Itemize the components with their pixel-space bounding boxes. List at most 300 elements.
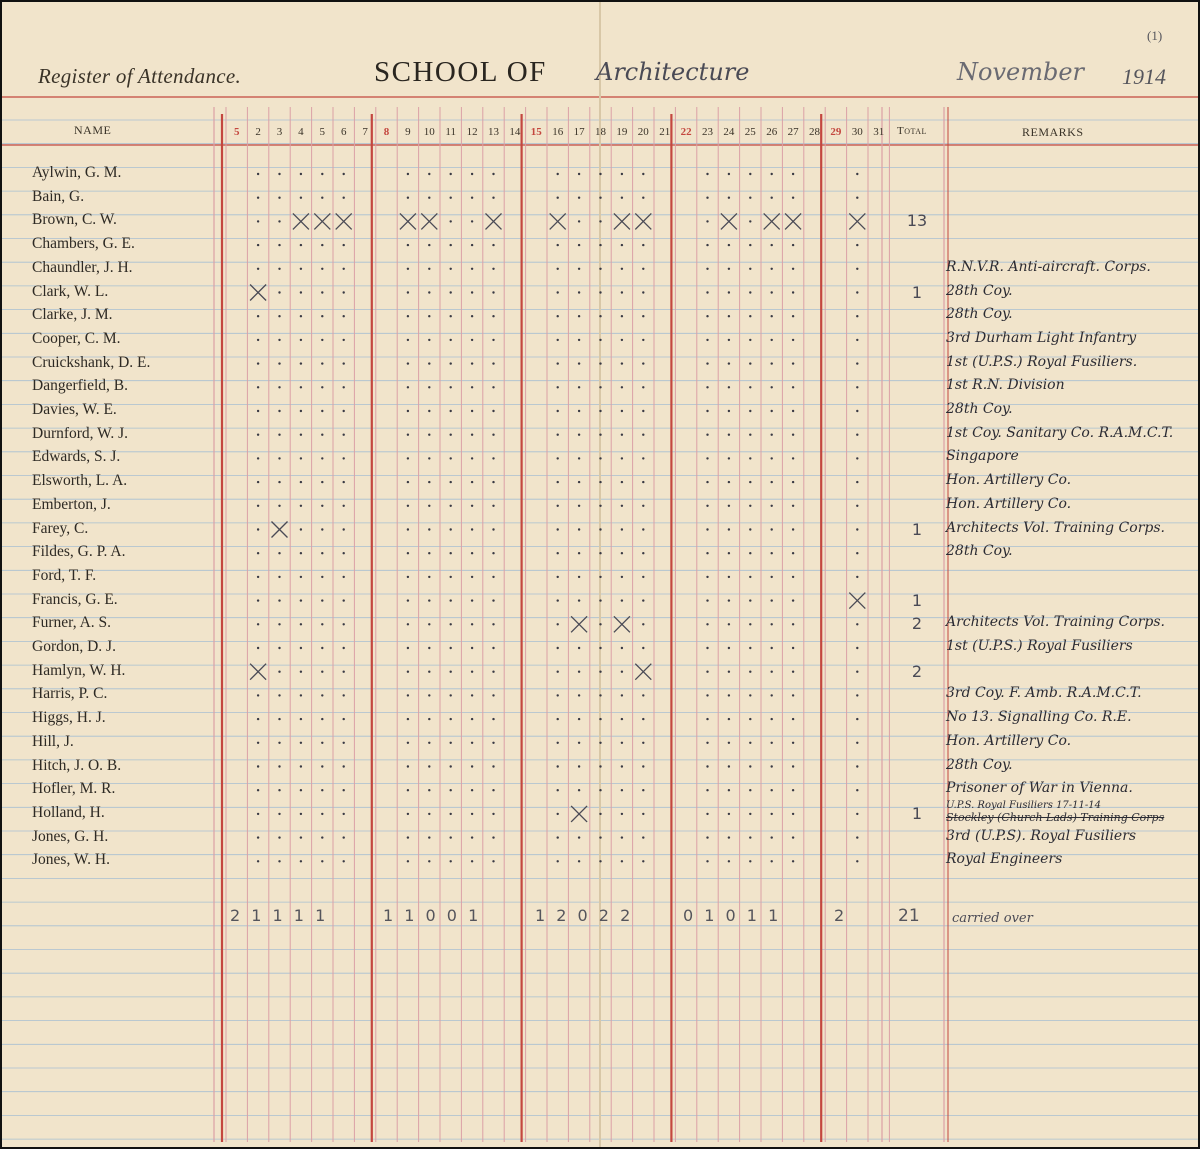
presence-dot: [321, 434, 323, 436]
presence-dot: [450, 291, 452, 293]
presence-dot: [749, 434, 751, 436]
presence-dot: [621, 434, 623, 436]
presence-dot: [557, 505, 559, 507]
presence-dot: [599, 505, 601, 507]
day-number: 13: [488, 126, 499, 138]
presence-dot: [471, 220, 473, 222]
presence-dot: [706, 576, 708, 578]
presence-dot: [343, 457, 345, 459]
presence-dot: [749, 291, 751, 293]
presence-dot: [557, 197, 559, 199]
presence-dot: [792, 836, 794, 838]
presence-dot: [428, 505, 430, 507]
presence-dot: [557, 765, 559, 767]
presence-dot: [321, 860, 323, 862]
presence-dot: [856, 694, 858, 696]
student-remark: Hon. Artillery Co.: [946, 495, 1072, 512]
presence-dot: [792, 244, 794, 246]
presence-dot: [578, 481, 580, 483]
presence-dot: [557, 244, 559, 246]
presence-dot: [300, 244, 302, 246]
presence-dot: [407, 836, 409, 838]
presence-dot: [278, 362, 280, 364]
presence-dot: [557, 647, 559, 649]
presence-dot: [343, 789, 345, 791]
absence-cross: [635, 664, 651, 680]
absence-cross: [635, 213, 651, 229]
presence-dot: [728, 647, 730, 649]
absence-cross: [486, 213, 502, 229]
day-number: 19: [616, 126, 628, 138]
absence-cross: [849, 593, 865, 609]
presence-dot: [407, 528, 409, 530]
presence-dot: [343, 742, 345, 744]
presence-dot: [343, 552, 345, 554]
week1-totals: 2 1 1 1 1: [230, 906, 329, 925]
presence-dot: [621, 244, 623, 246]
presence-dot: [343, 765, 345, 767]
presence-dot: [471, 742, 473, 744]
student-remark: 3rd (U.P.S). Royal Fusiliers: [946, 827, 1137, 844]
presence-dot: [557, 742, 559, 744]
presence-dot: [343, 505, 345, 507]
presence-dot: [407, 244, 409, 246]
presence-dot: [557, 481, 559, 483]
day-number: 9: [405, 126, 411, 138]
absence-cross: [250, 664, 266, 680]
presence-dot: [728, 694, 730, 696]
presence-dot: [749, 576, 751, 578]
presence-dot: [578, 694, 580, 696]
presence-dot: [450, 813, 452, 815]
day-number: 4: [298, 126, 304, 138]
presence-dot: [706, 765, 708, 767]
student-name: Higgs, H. J.: [32, 709, 106, 727]
presence-dot: [471, 694, 473, 696]
presence-dot: [792, 505, 794, 507]
presence-dot: [578, 244, 580, 246]
presence-dot: [728, 481, 730, 483]
day-number: 10: [423, 126, 435, 138]
presence-dot: [792, 481, 794, 483]
presence-dot: [621, 765, 623, 767]
day-number: 5: [233, 126, 240, 138]
presence-dot: [492, 742, 494, 744]
absence-cross: [571, 616, 587, 632]
presence-dot: [578, 576, 580, 578]
presence-dot: [728, 505, 730, 507]
presence-dot: [257, 197, 259, 199]
presence-dot: [706, 552, 708, 554]
presence-dot: [407, 481, 409, 483]
register-title: Register of Attendance.: [38, 64, 242, 88]
student-name: Dangerfield, B.: [32, 377, 128, 395]
presence-dot: [642, 268, 644, 270]
presence-dot: [471, 671, 473, 673]
presence-dot: [599, 362, 601, 364]
presence-dot: [642, 410, 644, 412]
student-remark: No 13. Signalling Co. R.E.: [946, 709, 1132, 726]
presence-dot: [749, 836, 751, 838]
presence-dot: [492, 481, 494, 483]
absence-cross: [614, 213, 630, 229]
presence-dot: [492, 671, 494, 673]
presence-dot: [749, 765, 751, 767]
presence-dot: [557, 268, 559, 270]
presence-dot: [792, 291, 794, 293]
presence-dot: [407, 173, 409, 175]
presence-dot: [792, 623, 794, 625]
presence-dot: [557, 836, 559, 838]
presence-dot: [300, 505, 302, 507]
presence-dot: [578, 647, 580, 649]
presence-dot: [642, 599, 644, 601]
student-remark: 1st (U.P.S.) Royal Fusiliers.: [946, 353, 1138, 370]
presence-dot: [428, 694, 430, 696]
presence-dot: [343, 576, 345, 578]
row-total: 2: [911, 661, 923, 681]
presence-dot: [321, 173, 323, 175]
presence-dot: [706, 742, 708, 744]
presence-dot: [278, 623, 280, 625]
presence-dot: [321, 647, 323, 649]
presence-dot: [728, 457, 730, 459]
presence-dot: [257, 528, 259, 530]
presence-dot: [343, 528, 345, 530]
student-name: Aylwin, G. M.: [32, 164, 122, 181]
presence-dot: [450, 505, 452, 507]
day-number: 2: [255, 126, 261, 138]
presence-dot: [300, 291, 302, 293]
presence-dot: [621, 671, 623, 673]
presence-dot: [450, 173, 452, 175]
student-name: Hitch, J. O. B.: [32, 756, 122, 774]
presence-dot: [706, 362, 708, 364]
absence-cross: [764, 213, 780, 229]
presence-dot: [450, 718, 452, 720]
presence-dot: [642, 173, 644, 175]
presence-dot: [706, 836, 708, 838]
presence-dot: [300, 362, 302, 364]
presence-dot: [771, 552, 773, 554]
presence-dot: [642, 434, 644, 436]
presence-dot: [257, 836, 259, 838]
presence-dot: [321, 197, 323, 199]
presence-dot: [621, 552, 623, 554]
presence-dot: [728, 552, 730, 554]
presence-dot: [642, 576, 644, 578]
day-number: 11: [445, 126, 456, 138]
presence-dot: [407, 268, 409, 270]
presence-dot: [407, 789, 409, 791]
presence-dot: [428, 647, 430, 649]
week5-totals: 2: [834, 906, 848, 925]
presence-dot: [792, 647, 794, 649]
presence-dot: [578, 552, 580, 554]
presence-dot: [621, 410, 623, 412]
presence-dot: [557, 789, 559, 791]
absence-cross: [614, 616, 630, 632]
presence-dot: [749, 718, 751, 720]
presence-dot: [278, 481, 280, 483]
day-number: 7: [362, 126, 368, 138]
presence-dot: [557, 599, 559, 601]
presence-dot: [706, 528, 708, 530]
presence-dot: [728, 197, 730, 199]
presence-dot: [621, 742, 623, 744]
presence-dot: [471, 552, 473, 554]
presence-dot: [278, 505, 280, 507]
presence-dot: [471, 528, 473, 530]
presence-dot: [450, 742, 452, 744]
presence-dot: [278, 457, 280, 459]
presence-dot: [856, 671, 858, 673]
student-name: Gordon, D. J.: [32, 638, 116, 655]
presence-dot: [771, 623, 773, 625]
day-number: 22: [680, 126, 692, 138]
student-name: Hill, J.: [32, 732, 74, 750]
presence-dot: [278, 694, 280, 696]
presence-dot: [856, 789, 858, 791]
presence-dot: [407, 694, 409, 696]
presence-dot: [428, 718, 430, 720]
week3-totals: 1 2 0 2 2: [535, 906, 634, 925]
presence-dot: [428, 813, 430, 815]
presence-dot: [642, 386, 644, 388]
presence-dot: [278, 647, 280, 649]
day-number: 14: [509, 126, 521, 138]
presence-dot: [492, 765, 494, 767]
presence-dot: [621, 315, 623, 317]
presence-dot: [343, 244, 345, 246]
presence-dot: [728, 362, 730, 364]
presence-dot: [856, 362, 858, 364]
presence-dot: [728, 339, 730, 341]
presence-dot: [557, 291, 559, 293]
presence-dot: [621, 836, 623, 838]
presence-dot: [599, 765, 601, 767]
presence-dot: [407, 457, 409, 459]
presence-dot: [557, 339, 559, 341]
presence-dot: [599, 410, 601, 412]
presence-dot: [343, 197, 345, 199]
presence-dot: [300, 552, 302, 554]
presence-dot: [706, 434, 708, 436]
presence-dot: [492, 244, 494, 246]
presence-dot: [257, 362, 259, 364]
presence-dot: [792, 315, 794, 317]
presence-dot: [856, 197, 858, 199]
presence-dot: [728, 576, 730, 578]
presence-dot: [642, 552, 644, 554]
student-name: Elsworth, L. A.: [32, 472, 128, 490]
presence-dot: [856, 173, 858, 175]
presence-dot: [321, 742, 323, 744]
presence-dot: [428, 386, 430, 388]
presence-dot: [621, 647, 623, 649]
presence-dot: [450, 599, 452, 601]
presence-dot: [749, 457, 751, 459]
student-name: Harris, P. C.: [32, 685, 108, 703]
presence-dot: [599, 434, 601, 436]
presence-dot: [621, 362, 623, 364]
presence-dot: [792, 576, 794, 578]
presence-dot: [749, 197, 751, 199]
presence-dot: [642, 362, 644, 364]
presence-dot: [321, 315, 323, 317]
student-remark: 1st Coy. Sanitary Co. R.A.M.C.T.: [946, 424, 1174, 441]
presence-dot: [792, 339, 794, 341]
student-name: Emberton, J.: [32, 495, 111, 513]
presence-dot: [557, 576, 559, 578]
presence-dot: [407, 339, 409, 341]
presence-dot: [749, 599, 751, 601]
student-remark: 28th Coy.: [946, 282, 1013, 299]
presence-dot: [621, 386, 623, 388]
day-number: 31: [873, 126, 885, 138]
name-column-header: NAME: [74, 123, 112, 137]
presence-dot: [856, 315, 858, 317]
presence-dot: [706, 718, 708, 720]
presence-dot: [792, 197, 794, 199]
presence-dot: [792, 718, 794, 720]
presence-dot: [407, 434, 409, 436]
presence-dot: [771, 386, 773, 388]
presence-dot: [771, 197, 773, 199]
presence-dot: [278, 742, 280, 744]
day-number: 16: [552, 126, 564, 138]
presence-dot: [856, 718, 858, 720]
presence-dot: [642, 742, 644, 744]
student-name: Chaundler, J. H.: [32, 258, 133, 276]
presence-dot: [471, 457, 473, 459]
presence-dot: [428, 765, 430, 767]
presence-dot: [471, 765, 473, 767]
day-number: 23: [702, 126, 713, 138]
student-name: Brown, C. W.: [32, 211, 117, 229]
remarks-column-header: REMARKS: [1022, 125, 1084, 139]
presence-dot: [450, 552, 452, 554]
presence-dot: [407, 197, 409, 199]
presence-dot: [706, 671, 708, 673]
presence-dot: [578, 671, 580, 673]
presence-dot: [300, 386, 302, 388]
presence-dot: [642, 339, 644, 341]
presence-dot: [257, 481, 259, 483]
presence-dot: [450, 410, 452, 412]
presence-dot: [471, 789, 473, 791]
presence-dot: [300, 813, 302, 815]
presence-dot: [300, 339, 302, 341]
presence-dot: [407, 647, 409, 649]
presence-dot: [492, 410, 494, 412]
presence-dot: [599, 860, 601, 862]
presence-dot: [599, 315, 601, 317]
presence-dot: [343, 291, 345, 293]
presence-dot: [321, 765, 323, 767]
presence-dot: [321, 694, 323, 696]
absence-cross: [314, 213, 330, 229]
presence-dot: [792, 410, 794, 412]
presence-dot: [257, 268, 259, 270]
row-total: 1: [911, 590, 923, 610]
student-remark: R.N.V.R. Anti-aircraft. Corps.: [946, 258, 1151, 275]
presence-dot: [428, 457, 430, 459]
presence-dot: [792, 386, 794, 388]
presence-dot: [856, 244, 858, 246]
presence-dot: [557, 386, 559, 388]
row-total: 13: [906, 211, 928, 231]
presence-dot: [749, 671, 751, 673]
presence-dot: [728, 528, 730, 530]
presence-dot: [749, 268, 751, 270]
student-name: Francis, G. E.: [32, 590, 118, 608]
year-label: 1914: [1122, 64, 1166, 89]
presence-dot: [728, 386, 730, 388]
presence-dot: [749, 552, 751, 554]
presence-dot: [257, 315, 259, 317]
presence-dot: [450, 671, 452, 673]
presence-dot: [771, 576, 773, 578]
student-name: Hofler, M. R.: [32, 780, 116, 798]
presence-dot: [771, 765, 773, 767]
presence-dot: [771, 434, 773, 436]
presence-dot: [706, 481, 708, 483]
presence-dot: [706, 813, 708, 815]
presence-dot: [728, 410, 730, 412]
presence-dot: [792, 694, 794, 696]
student-name: Jones, W. H.: [32, 851, 110, 869]
presence-dot: [557, 173, 559, 175]
presence-dot: [557, 860, 559, 862]
presence-dot: [706, 291, 708, 293]
presence-dot: [728, 268, 730, 270]
presence-dot: [407, 505, 409, 507]
presence-dot: [428, 576, 430, 578]
presence-dot: [599, 576, 601, 578]
absence-cross: [849, 213, 865, 229]
presence-dot: [278, 315, 280, 317]
presence-dot: [278, 268, 280, 270]
presence-dot: [578, 434, 580, 436]
presence-dot: [492, 362, 494, 364]
presence-dot: [578, 789, 580, 791]
presence-dot: [321, 671, 323, 673]
presence-dot: [621, 718, 623, 720]
presence-dot: [428, 528, 430, 530]
presence-dot: [856, 860, 858, 862]
presence-dot: [621, 528, 623, 530]
presence-dot: [706, 599, 708, 601]
day-number: 15: [530, 126, 542, 138]
student-remark: 1st R.N. Division: [946, 377, 1065, 394]
presence-dot: [278, 197, 280, 199]
presence-dot: [728, 836, 730, 838]
presence-dot: [257, 386, 259, 388]
presence-dot: [343, 362, 345, 364]
presence-dot: [621, 197, 623, 199]
presence-dot: [578, 268, 580, 270]
presence-dot: [578, 315, 580, 317]
student-name: Jones, G. H.: [32, 827, 109, 845]
presence-dot: [749, 220, 751, 222]
week4-totals: 0 1 0 1 1: [683, 906, 782, 925]
presence-dot: [257, 339, 259, 341]
presence-dot: [749, 339, 751, 341]
presence-dot: [642, 694, 644, 696]
absence-cross: [336, 213, 352, 229]
presence-dot: [300, 197, 302, 199]
